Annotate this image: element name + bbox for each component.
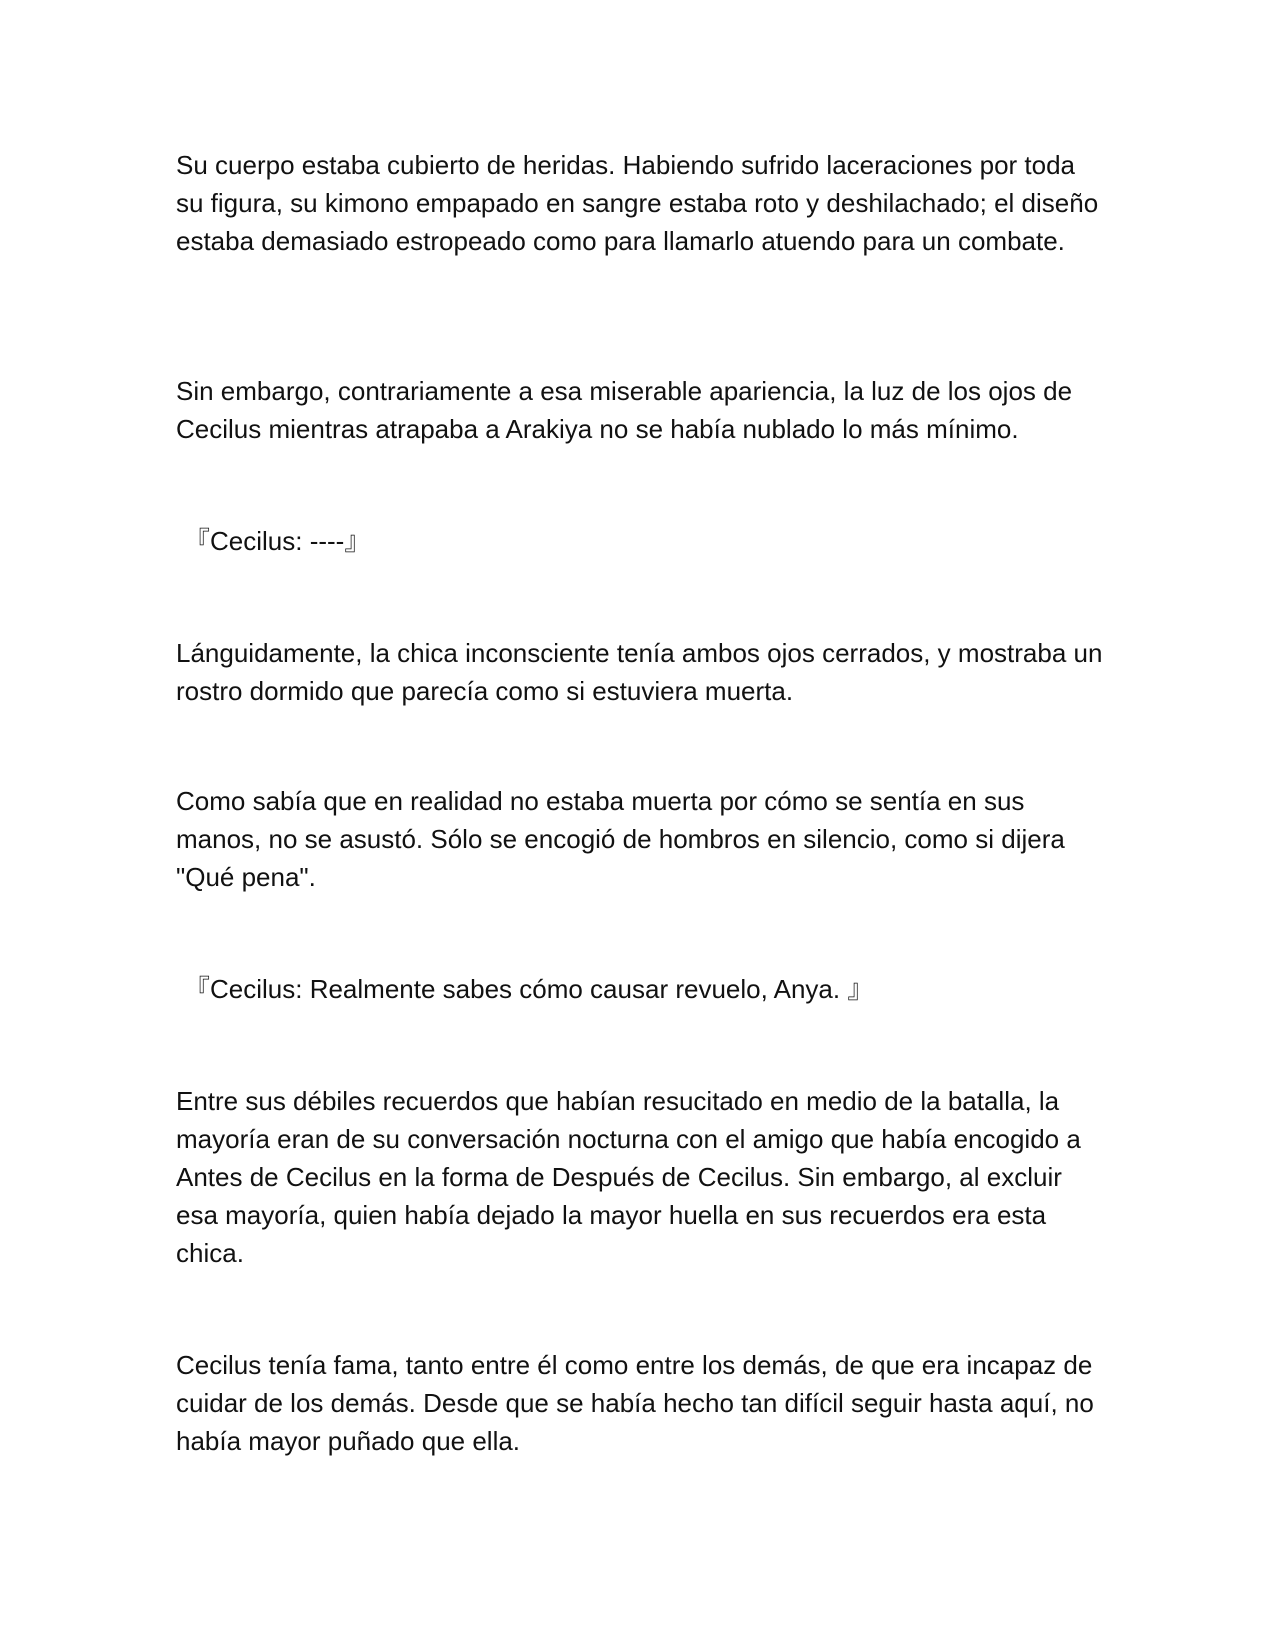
dialogue-line: 『Cecilus: Realmente sabes cómo causar revuelo, Anya. 』 [184, 974, 874, 1004]
paragraph: Entre sus débiles recuerdos que habían resucitado en medio de la batalla, la mayoría eran de su conversación nocturna con el amigo que había encogido a Antes de Cecilus en la forma de Después de Cecilus. Sin embargo, al excluir esa mayoría, quien había dejado la mayor huella en sus recuerdos era esta chica. [176, 1086, 1081, 1268]
paragraph: Lánguidamente, la chica inconsciente tenía ambos ojos cerrados, y mostraba un rostro dormido que parecía como si estuviera muerta. [176, 638, 1103, 706]
paragraph: Su cuerpo estaba cubierto de heridas. Habiendo sufrido laceraciones por toda su figura, su kimono empapado en sangre estaba roto y deshilachado; el diseño estaba demasiado estropeado como para llamarlo atuendo para un combate. [176, 150, 1099, 256]
dialogue-line: 『Cecilus: ----』 [184, 526, 371, 556]
paragraph: Sin embargo, contrariamente a esa miserable apariencia, la luz de los ojos de Cecilus mientras atrapaba a Arakiya no se había nublado lo más mínimo. [176, 376, 1073, 444]
paragraph: Como sabía que en realidad no estaba muerta por cómo se sentía en sus manos, no se asustó. Sólo se encogió de hombros en silencio, como si dijera "Qué pena". [176, 786, 1065, 892]
paragraph: Cecilus tenía fama, tanto entre él como entre los demás, de que era incapaz de cuidar de los demás. Desde que se había hecho tan difícil seguir hasta aquí, no había mayor puñado que ella. [176, 1350, 1094, 1456]
